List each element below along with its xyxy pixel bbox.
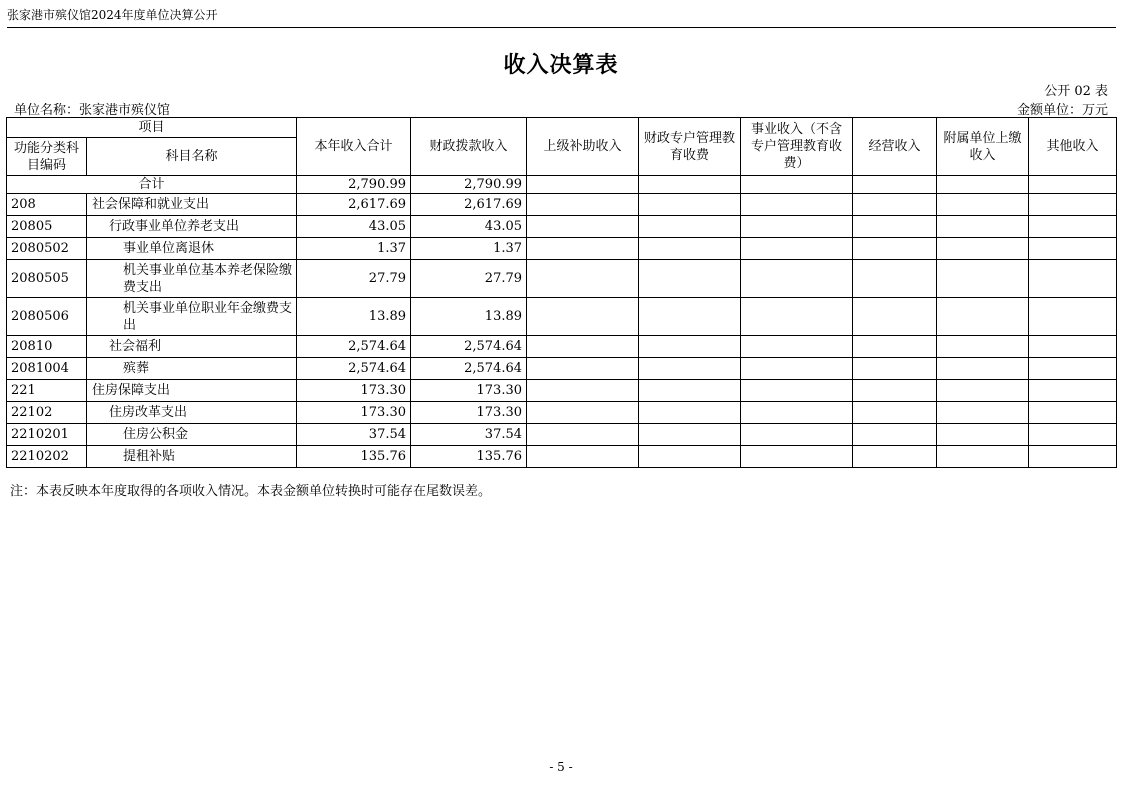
empty-cell [527,336,639,358]
empty-cell [853,238,937,260]
empty-cell [741,358,853,380]
empty-cell [527,298,639,336]
empty-cell [741,216,853,238]
empty-cell [853,336,937,358]
row-code: 2210201 [7,424,87,446]
header-fiscal: 财政拨款收入 [411,118,527,176]
empty-cell [527,402,639,424]
empty-cell [639,260,741,298]
row-name: 提租补贴 [87,446,297,468]
empty-cell [527,358,639,380]
empty-cell [853,402,937,424]
row-total: 27.79 [297,260,411,298]
empty-cell [639,424,741,446]
total-row-fiscal: 2,790.99 [411,176,527,194]
row-code: 208 [7,194,87,216]
empty-cell [853,380,937,402]
amount-unit: 金额单位：万元 [1016,103,1108,118]
header-code: 功能分类科目编码 [7,138,87,176]
header-affiliated: 附属单位上缴收入 [937,118,1029,176]
row-name: 住房改革支出 [87,402,297,424]
empty-cell [937,402,1029,424]
empty-cell [527,216,639,238]
table-row [7,238,1117,260]
empty-cell [937,424,1029,446]
total-label: 合计 [7,176,297,194]
empty-cell [853,446,937,468]
row-fiscal: 2,574.64 [411,336,527,358]
row-name: 事业单位离退休 [87,238,297,260]
empty-cell [527,446,639,468]
empty-cell [527,260,639,298]
empty-cell [741,424,853,446]
empty-cell [937,238,1029,260]
empty-cell [639,176,741,194]
empty-cell [1029,194,1117,216]
row-code: 221 [7,380,87,402]
empty-cell [937,380,1029,402]
empty-cell [853,298,937,336]
empty-cell [527,380,639,402]
table-row [7,336,1117,358]
empty-cell [1029,402,1117,424]
empty-cell [1029,446,1117,468]
row-total: 135.76 [297,446,411,468]
empty-cell [639,380,741,402]
empty-cell [1029,424,1117,446]
header-item: 项目 [7,118,297,138]
header-other: 其他收入 [1029,118,1117,176]
empty-cell [937,298,1029,336]
row-total: 1.37 [297,238,411,260]
row-code: 2080505 [7,260,87,298]
header-operating: 经营收入 [853,118,937,176]
row-total: 2,574.64 [297,336,411,358]
empty-cell [853,176,937,194]
empty-cell [1029,380,1117,402]
empty-cell [937,194,1029,216]
header-business: 事业收入（不含专户管理教育收费） [741,118,853,176]
empty-cell [1029,216,1117,238]
empty-cell [639,336,741,358]
row-code: 20805 [7,216,87,238]
empty-cell [853,260,937,298]
header-name: 科目名称 [87,138,297,176]
row-code: 2210202 [7,446,87,468]
empty-cell [937,336,1029,358]
row-code: 22102 [7,402,87,424]
report-title: 收入决算表 [503,53,619,78]
row-name: 社会保障和就业支出 [87,194,297,216]
row-total: 2,574.64 [297,358,411,380]
empty-cell [741,194,853,216]
row-name: 社会福利 [87,336,297,358]
empty-cell [639,446,741,468]
document-header [7,5,1116,28]
empty-cell [937,216,1029,238]
row-fiscal: 13.89 [411,298,527,336]
row-total: 2,617.69 [297,194,411,216]
table-row [7,298,1117,336]
row-name: 住房保障支出 [87,380,297,402]
empty-cell [853,358,937,380]
empty-cell [639,216,741,238]
empty-cell [527,424,639,446]
unit-name: 单位名称：张家港市殡仪馆 [14,103,171,118]
empty-cell [527,238,639,260]
row-fiscal: 2,574.64 [411,358,527,380]
table-row [7,402,1117,424]
empty-cell [741,238,853,260]
empty-cell [937,260,1029,298]
empty-cell [741,298,853,336]
empty-cell [1029,176,1117,194]
row-fiscal: 173.30 [411,402,527,424]
form-number: 公开 02 表 [1044,84,1108,99]
row-total: 43.05 [297,216,411,238]
header-superior: 上级补助收入 [527,118,639,176]
table-row [7,380,1117,402]
empty-cell [639,238,741,260]
table-body [7,176,1117,468]
row-fiscal: 2,617.69 [411,194,527,216]
empty-cell [527,176,639,194]
empty-cell [639,402,741,424]
empty-cell [527,194,639,216]
row-code: 20810 [7,336,87,358]
empty-cell [853,424,937,446]
row-code: 2080502 [7,238,87,260]
row-code: 2081004 [7,358,87,380]
row-name: 殡葬 [87,358,297,380]
table-row [7,194,1117,216]
empty-cell [1029,358,1117,380]
empty-cell [741,336,853,358]
table-row [7,358,1117,380]
header-fiscal-edu: 财政专户管理教育收费 [639,118,741,176]
document-header-title: 张家港市殡仪馆2024年度单位决算公开 [7,8,218,22]
empty-cell [741,446,853,468]
table-row [7,446,1117,468]
row-name: 行政事业单位养老支出 [87,216,297,238]
row-fiscal: 37.54 [411,424,527,446]
row-fiscal: 135.76 [411,446,527,468]
empty-cell [741,260,853,298]
row-fiscal: 43.05 [411,216,527,238]
header-total: 本年收入合计 [297,118,411,176]
empty-cell [853,194,937,216]
row-fiscal: 1.37 [411,238,527,260]
empty-cell [853,216,937,238]
row-name: 机关事业单位职业年金缴费支出 [87,298,297,336]
table-row [7,216,1117,238]
empty-cell [937,358,1029,380]
row-name: 住房公积金 [87,424,297,446]
empty-cell [741,176,853,194]
empty-cell [639,298,741,336]
empty-cell [1029,238,1117,260]
row-total: 37.54 [297,424,411,446]
row-total: 13.89 [297,298,411,336]
empty-cell [741,380,853,402]
empty-cell [639,194,741,216]
empty-cell [639,358,741,380]
empty-cell [937,446,1029,468]
row-fiscal: 27.79 [411,260,527,298]
empty-cell [741,402,853,424]
table-row [7,260,1117,298]
page-number: - 5 - [549,760,573,774]
total-row-total: 2,790.99 [297,176,411,194]
row-fiscal: 173.30 [411,380,527,402]
row-code: 2080506 [7,298,87,336]
row-total: 173.30 [297,380,411,402]
row-name: 机关事业单位基本养老保险缴费支出 [87,260,297,298]
empty-cell [1029,260,1117,298]
row-total: 173.30 [297,402,411,424]
empty-cell [1029,336,1117,358]
footnote: 注：本表反映本年度取得的各项收入情况。本表金额单位转换时可能存在尾数误差。 [10,484,492,499]
total-row [7,176,1117,194]
income-table [6,117,1117,468]
empty-cell [1029,298,1117,336]
table-row [7,424,1117,446]
empty-cell [937,176,1029,194]
